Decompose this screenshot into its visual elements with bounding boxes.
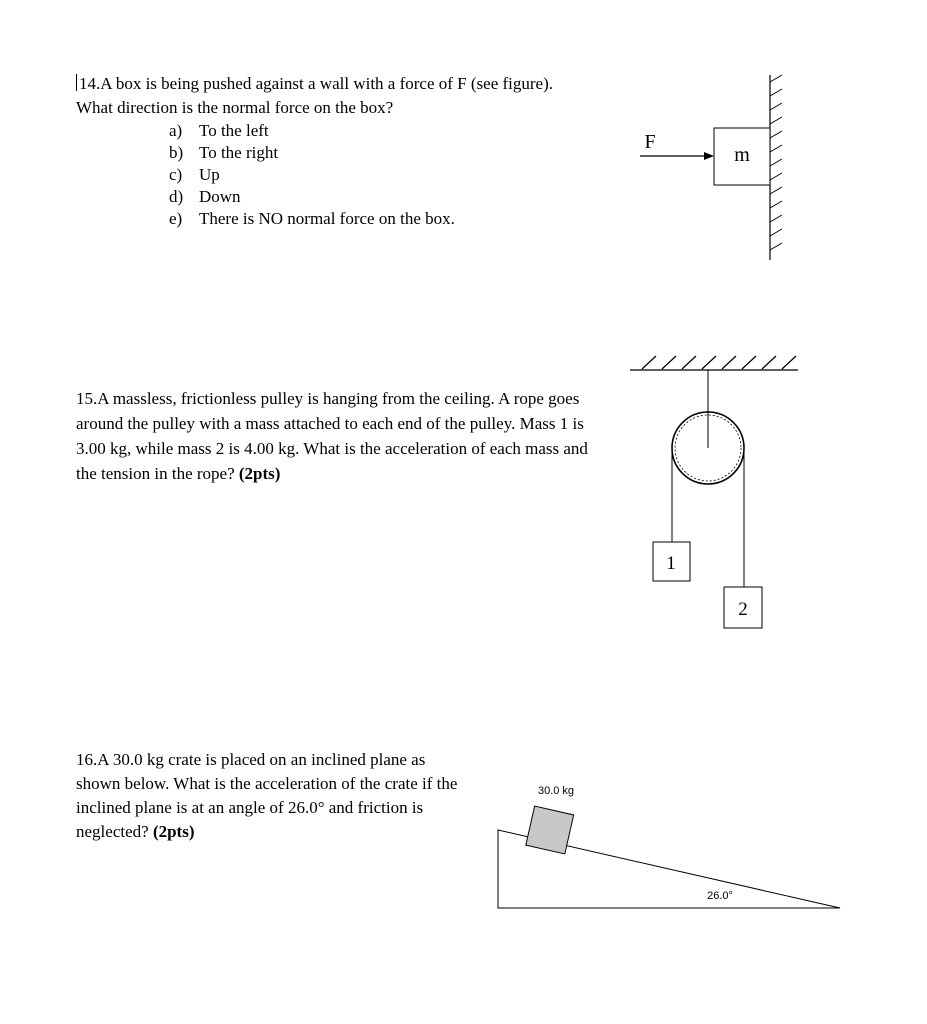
- option-text: To the right: [199, 143, 279, 162]
- option-c: [169, 164, 586, 186]
- option-text: Up: [199, 165, 220, 184]
- question-16-text: 16.A 30.0 kg crate is placed on an inclined plane as shown below. What is the acceleration of the crate if the inclined plane is at an angle of 26.0° and friction is neglected? (2pts): [76, 750, 458, 841]
- option-letter: b): [169, 143, 184, 162]
- crate: [526, 806, 574, 854]
- force-label: F: [644, 131, 656, 153]
- option-b: [169, 142, 586, 164]
- option-letter: a): [169, 121, 183, 140]
- question-16: [76, 748, 466, 844]
- pulley-figure: [620, 345, 810, 645]
- ceiling-hatching: [642, 356, 796, 369]
- question-14-options: [169, 120, 586, 230]
- question-14: [76, 72, 586, 230]
- question-14-text: 14.A box is being pushed against a wall with a force of F (see figure). What direction is the normal force on the box?: [76, 74, 553, 117]
- question-16-points: (2pts): [152, 822, 195, 841]
- incline-figure: [490, 775, 850, 920]
- question-15-text: 15.A massless, frictionless pulley is hanging from the ceiling. A rope goes around the pulley with a mass attached to each end of the pulley. Mass 1 is 3.00 kg, while mass 2 is 4.00 kg. What is the acceleration of each mass and the tension in the rope? (2pts): [76, 389, 588, 483]
- option-letter: e): [169, 209, 183, 228]
- text-cursor: [76, 74, 77, 91]
- question-15: [76, 386, 611, 486]
- option-letter: d): [169, 187, 184, 206]
- force-arrow-head: [704, 152, 714, 160]
- option-a: [169, 120, 586, 142]
- mass-1-label: 1: [666, 553, 676, 574]
- crate-label: 30.0 kg: [537, 785, 575, 797]
- option-text: There is NO normal force on the box.: [199, 209, 455, 228]
- mass-label: m: [734, 144, 750, 166]
- wall-force-figure: [630, 70, 800, 270]
- wall-hatching: [770, 75, 782, 250]
- question-15-points: (2pts): [238, 464, 281, 483]
- option-d: [169, 186, 586, 208]
- angle-label: 26.0°: [707, 890, 733, 902]
- option-text: To the left: [199, 121, 269, 140]
- option-letter: c): [169, 165, 183, 184]
- option-e: [169, 208, 586, 230]
- option-text: Down: [199, 187, 241, 206]
- mass-2-label: 2: [738, 599, 748, 620]
